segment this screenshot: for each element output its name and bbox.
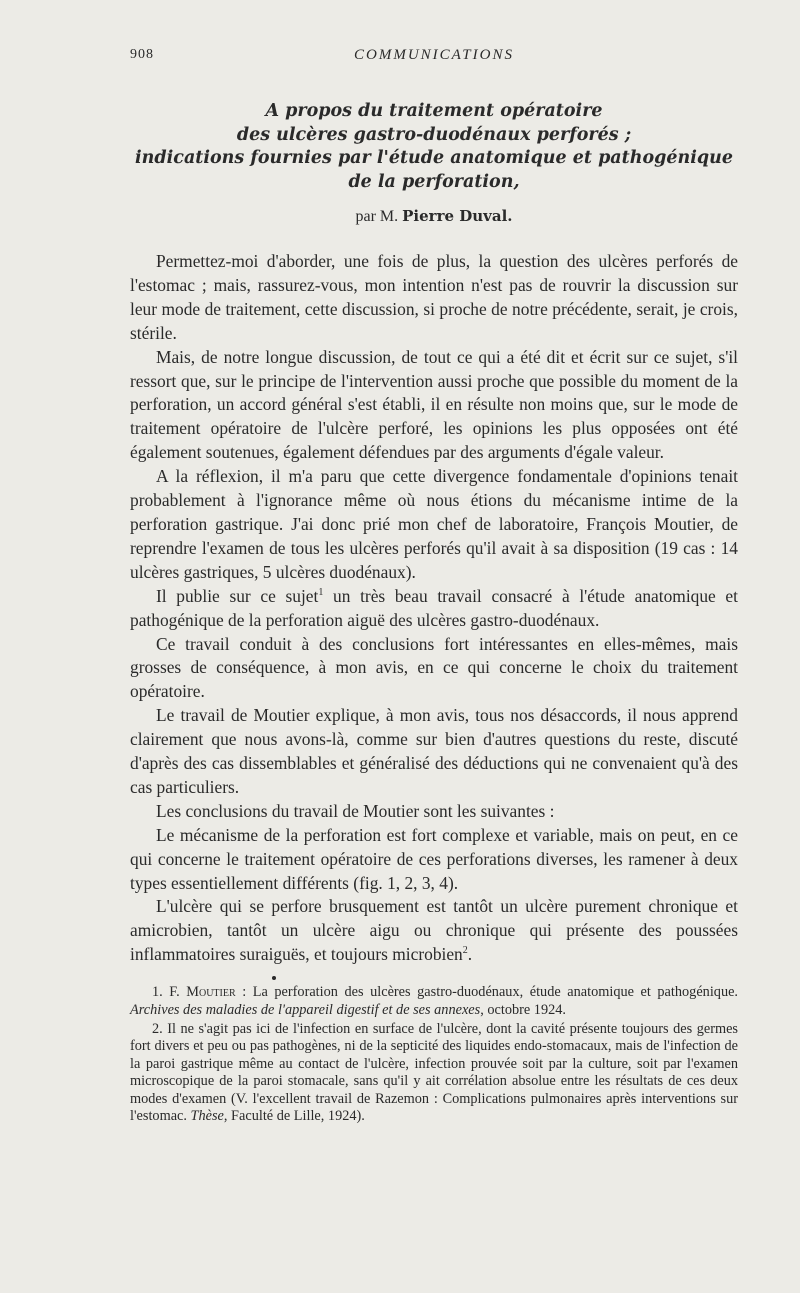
- title-line: de la perforation,: [348, 171, 520, 192]
- title-line: A propos du traitement opératoire: [265, 101, 603, 121]
- footnote-date: , octobre 1924.: [480, 1001, 566, 1018]
- byline-prefix: par M.: [355, 208, 399, 225]
- footnote-text: , Faculté de Lille, 1924).: [223, 1108, 365, 1125]
- title-line: indications fournies par l'étude anatomique et pathogénique: [135, 148, 733, 168]
- footnote: [130, 1021, 738, 1125]
- running-title: COMMUNICATIONS: [354, 47, 514, 63]
- footnote-ref: 2: [462, 945, 468, 957]
- byline: [130, 206, 738, 227]
- author-name: Pierre Duval.: [402, 207, 513, 225]
- footnote-separator: [272, 976, 276, 980]
- footnote-author: Moutier: [186, 984, 236, 1001]
- title-line: des ulcères gastro-duodénaux perforés ;: [236, 124, 632, 145]
- footnote-text: 2. Il ne s'agit pas ici de l'infection en surface de l'ulcère, dont la cavité présente toujours des germes fort divers et peu ou pas pathogènes, ni de la septicité des liquides endo-stomacaux, mais de l'infection de la paroi gastrique même au contact de l'ulcère, infection prouvée soit par la culture, soit par l'examen microscopique de la paroi stomacale, sans qu'il y ait corrélation absolue entre les résultats de ces deux modes d'examen (V. l'excellent travail de Razemon : Complications pulmonaires après interventions sur l'estomac.: [130, 1021, 738, 1125]
- running-head: [130, 47, 738, 67]
- paragraph-text: L'ulcère qui se perfore brusquement est tantôt un ulcère purement chronique et amicrobien, tantôt un ulcère aigu ou chronique qui présente des poussées inflammatoires suraiguës, et toujours microbien: [130, 896, 738, 965]
- footnote-ref: 1: [318, 586, 324, 598]
- paragraph: Le travail de Moutier explique, à mon avis, tous nos désaccords, il nous apprend clairement que nous avons-là, comme sur bien d'autres questions du reste, discuté d'après des cas dissemblables et généralisé des déductions qui ne convenaient qu'à des cas particuliers.: [130, 705, 738, 797]
- article-title: [130, 100, 738, 194]
- paragraph: [130, 585, 738, 633]
- footnote-journal: Archives des maladies de l'appareil digestif et de ses annexes: [130, 1001, 481, 1018]
- footnote: [130, 984, 738, 1019]
- paragraph-text: un très beau travail consacré à l'étude anatomique et pathogénique de la perforation aiguë des ulcères gastro-duodénaux.: [130, 585, 738, 630]
- paragraph: A la réflexion, il m'a paru que cette divergence fondamentale d'opinions tenait probablement à l'ignorance même où nous étions du mécanisme intime de la perforation gastrique. J'ai donc prié mon chef de laboratoire, François Moutier, de reprendre l'examen de tous les ulcères perforés qu'il avait à sa disposition (19 cas : 14 ulcères gastriques, 5 ulcères duodénaux).: [130, 466, 738, 582]
- footnote-number: 1. F.: [152, 984, 180, 1001]
- footnote-these: Thèse: [190, 1108, 224, 1125]
- paragraph: Permettez-moi d'aborder, une fois de plus, la question des ulcères perforés de l'estomac ; mais, rassurez-vous, mon intention n'est pas de rouvrir la discussion sur leur mode de traitement, cette discussion, si proche de notre précédente, serait, je crois, stérile.: [130, 251, 738, 343]
- page-number: 908: [130, 47, 154, 62]
- paragraph: Mais, de notre longue discussion, de tout ce qui a été dit et écrit sur ce sujet, s'il ressort que, sur le principe de l'intervention aussi proche que possible du moment de la perforation, un accord général s'est établi, il en résulte non moins que, sur le mode de traitement opératoire de l'ulcère perforé, les opinions les plus opposées ont été également soutenues, également défendues par des arguments d'égale valeur.: [130, 346, 738, 463]
- footnotes: [130, 984, 738, 1125]
- journal-page: [0, 47, 800, 1293]
- paragraph-text: .: [467, 944, 473, 965]
- paragraph: Ce travail conduit à des conclusions fort intéressantes en elles-mêmes, mais grosses de conséquence, à mon avis, en ce qui concerne le choix du traitement opératoire.: [130, 633, 738, 702]
- footnote-text: : La perforation des ulcères gastro-duodénaux, étude anatomique et pathogénique.: [235, 984, 739, 1001]
- paragraph: [130, 895, 738, 967]
- paragraph: Les conclusions du travail de Moutier sont les suivantes :: [156, 800, 555, 821]
- article-body: [130, 250, 738, 967]
- paragraph-text: Il publie sur ce sujet: [156, 585, 319, 606]
- paragraph: Le mécanisme de la perforation est fort complexe et variable, mais on peut, en ce qui concerne le traitement opératoire de ces perforations diverses, les ramener à deux types essentiellement différents (fig. 1, 2, 3, 4).: [130, 824, 738, 893]
